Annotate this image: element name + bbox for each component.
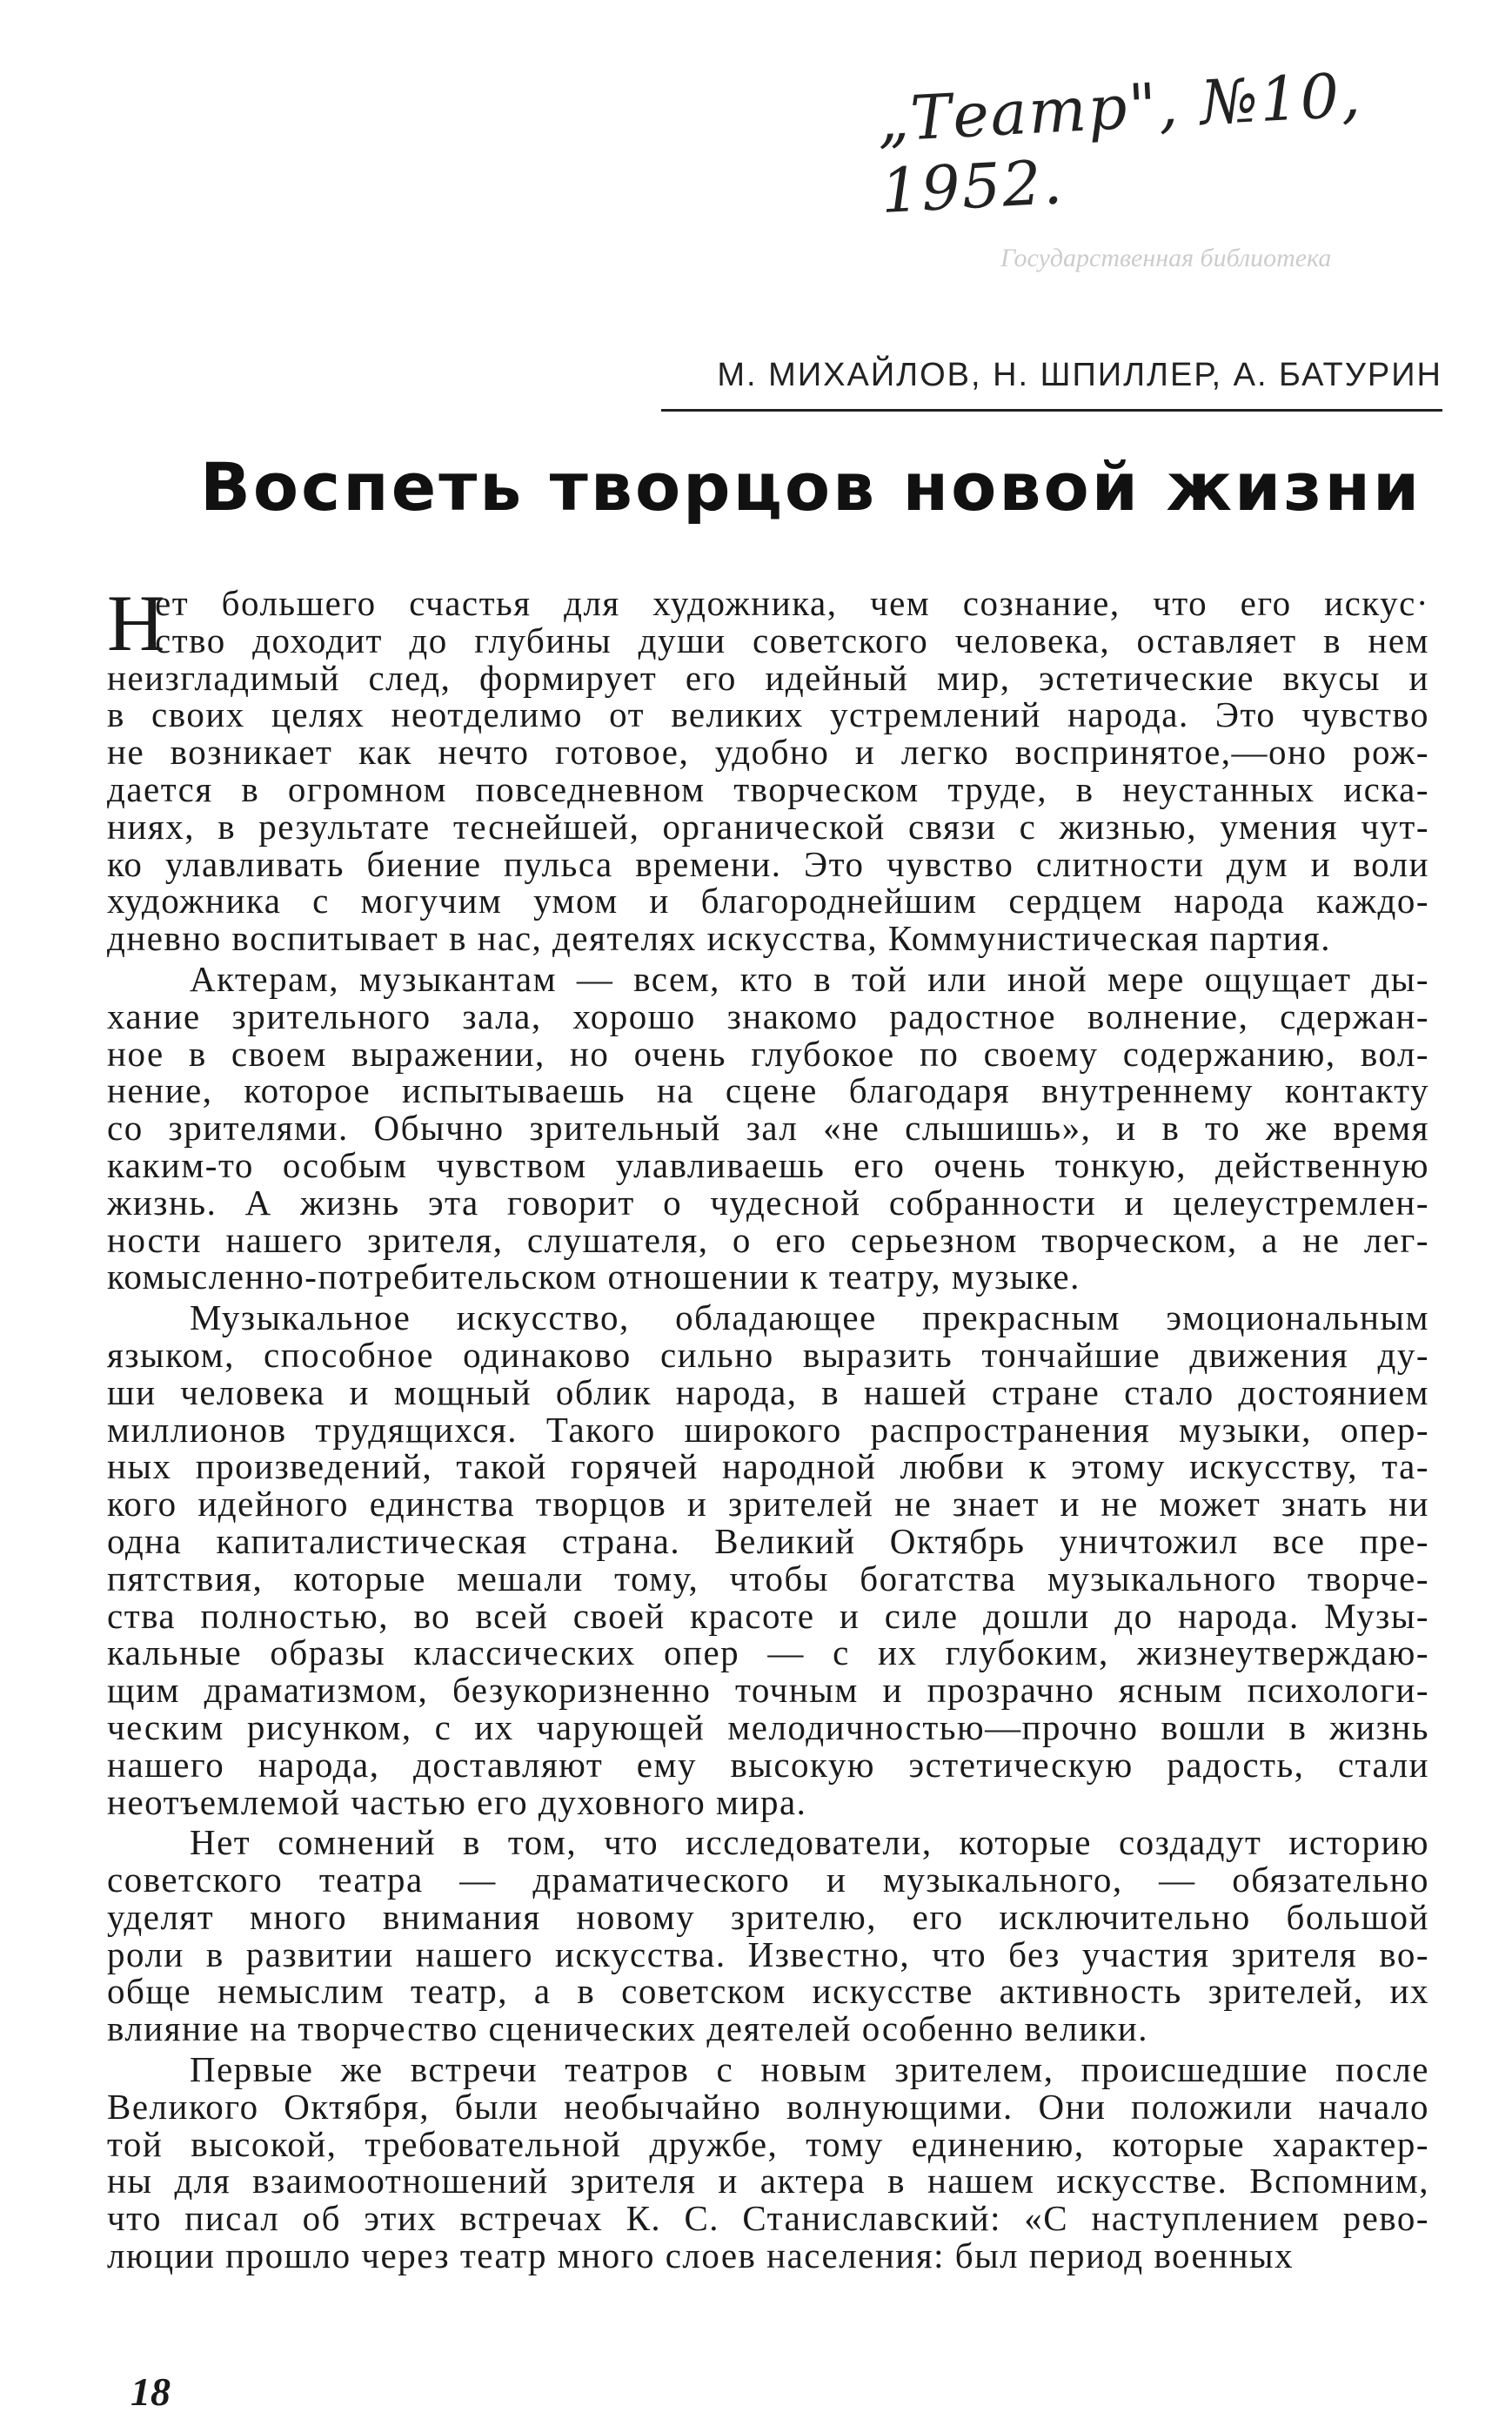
text-line: не возникает как нечто готовое, удобно и легко воспринятое,—оно рож- <box>107 732 1429 773</box>
handwritten-note: „Театр", №10, 1952. <box>875 58 1364 227</box>
text-line: Нет сомнений в том, что исследователи, которые создадут историю <box>190 1822 1429 1863</box>
text-line: влияние на творчество сценических деятелей особенно велики. <box>107 2008 1149 2049</box>
article-body <box>107 579 1429 2278</box>
text-line: каким-то особым чувством улавливаешь его очень тонкую, действенную <box>107 1144 1429 1185</box>
text-line: со зрителями. Обычно зрительный зал «не слышишь», и в то же время <box>107 1108 1429 1149</box>
text-line: обще немыслим театр, а в советском искусстве активность зрителей, их <box>107 1971 1429 2012</box>
text-line: ши человека и мощный облик народа, в нашей стране стало достоянием <box>107 1371 1429 1412</box>
paragraph <box>107 2051 1429 2275</box>
text-line: роли в развитии нашего искусства. Известно, что без участия зрителя во- <box>107 1933 1429 1974</box>
text-line: ет большего счастья для художника, чем сознание, что его искус· <box>155 583 1429 623</box>
text-line: ны для взаимоотношений зрителя и актера в нашем искусстве. Вспомним, <box>107 2161 1429 2201</box>
paragraph <box>107 958 1429 1297</box>
text-line: Великого Октября, были необычайно волнующими. Они положили начало <box>107 2086 1429 2127</box>
paragraph <box>107 1299 1429 1820</box>
text-line: той высокой, требовательной дружбе, тому единению, которые характер- <box>107 2123 1429 2164</box>
text-line: ных произведений, такой горячей народной любви к этому искусству, та- <box>107 1446 1429 1487</box>
text-line: нашего народа, доставляют ему высокую эстетическую радость, стали <box>107 1744 1429 1785</box>
authors-rule <box>661 409 1442 412</box>
text-line: ства полностью, во всей своей красоте и силе дошли до народа. Музы- <box>107 1595 1429 1636</box>
drop-cap: Н <box>107 579 165 667</box>
text-line: кого идейного единства творцов и зрителей не знает и не может знать ни <box>107 1484 1429 1525</box>
faded-stamp: Государственная библиотека <box>1000 244 1332 272</box>
page-number: 18 <box>130 2369 171 2414</box>
text-line: дается в огромном повседневном творческом труде, в неустанных иска- <box>107 768 1429 809</box>
text-line: художника с могучим умом и благороднейшим сердцем народа каждо- <box>107 881 1429 921</box>
text-line: советского театра — драматического и музыкального, — обязательно <box>107 1860 1429 1900</box>
text-line: что писал об этих встречах К. С. Станиславский: «С наступлением рево- <box>107 2198 1429 2239</box>
article-title: Воспеть творцов новой жизни <box>200 448 1422 526</box>
paragraph <box>107 1824 1429 2047</box>
text-line: кальные образы классических опер — с их глубоким, жизнеутверждаю- <box>107 1632 1429 1673</box>
text-line: дневно воспитывает в нас, деятелях искусства, Коммунистическая партия. <box>107 918 1331 959</box>
text-line: щим драматизмом, безукоризненно точным и прозрачно ясным психологи- <box>107 1670 1429 1711</box>
text-line: Музыкальное искусство, обладающее прекрасным эмоциональным <box>190 1297 1429 1338</box>
text-line: жизнь. А жизнь эта говорит о чудесной собранности и целеустремлен- <box>107 1182 1429 1223</box>
text-line: Актерам, музыкантам — всем, кто в той или иной мере ощущает ды- <box>190 958 1429 999</box>
text-line: ческим рисунком, с их чарующей мелодичностью—прочно вошли в жизнь <box>107 1706 1429 1747</box>
text-line: языком, способное одинаково сильно выразить тончайшие движения ду- <box>107 1334 1429 1375</box>
text-line: одна капиталистическая страна. Великий Октябрь уничтожил все пре- <box>107 1520 1429 1561</box>
text-line: ство доходит до глубины души советского человека, оставляет в нем <box>155 620 1429 660</box>
text-line: неизгладимый след, формирует его идейный мир, эстетические вкусы и <box>107 657 1429 698</box>
paragraph <box>107 579 1429 959</box>
text-line: в своих целях неотделимо от великих устремлений народа. Это чувство <box>107 694 1429 735</box>
text-line: ное в своем выражении, но очень глубокое по своему содержанию, вол- <box>107 1033 1429 1074</box>
text-line: ниях, в результате теснейшей, органической связи с жизнью, умения чут- <box>107 806 1429 847</box>
text-line: ности нашего зрителя, слушателя, о его серьезном творческом, а не лег- <box>107 1219 1429 1260</box>
text-line: ко улавливать биение пульса времени. Это чувство слитности дум и воли <box>107 843 1429 884</box>
text-line: хание зрительного зала, хорошо знакомо радостное волнение, сдержан- <box>107 995 1429 1036</box>
text-line: люции прошло через театр много слоев населения: был период военных <box>107 2235 1295 2276</box>
text-line: комысленно-потребительском отношении к театру, музыке. <box>107 1257 1080 1297</box>
text-line: миллионов трудящихся. Такого широкого распространения музыки, опер- <box>107 1409 1429 1450</box>
text-line: пятствия, которые мешали тому, чтобы богатства музыкального творче- <box>107 1558 1429 1598</box>
text-line: уделят много внимания новому зрителю, его исключительно большой <box>107 1896 1429 1937</box>
authors: М. МИХАЙЛОВ, Н. ШПИЛЛЕР, А. БАТУРИН <box>717 357 1442 393</box>
text-line: Первые же встречи театров с новым зрителем, происшедшие после <box>190 2049 1429 2090</box>
text-line: неотъемлемой частью его духовного мира. <box>107 1781 807 1822</box>
text-line: нение, которое испытываешь на сцене благодаря внутреннему контакту <box>107 1070 1429 1111</box>
